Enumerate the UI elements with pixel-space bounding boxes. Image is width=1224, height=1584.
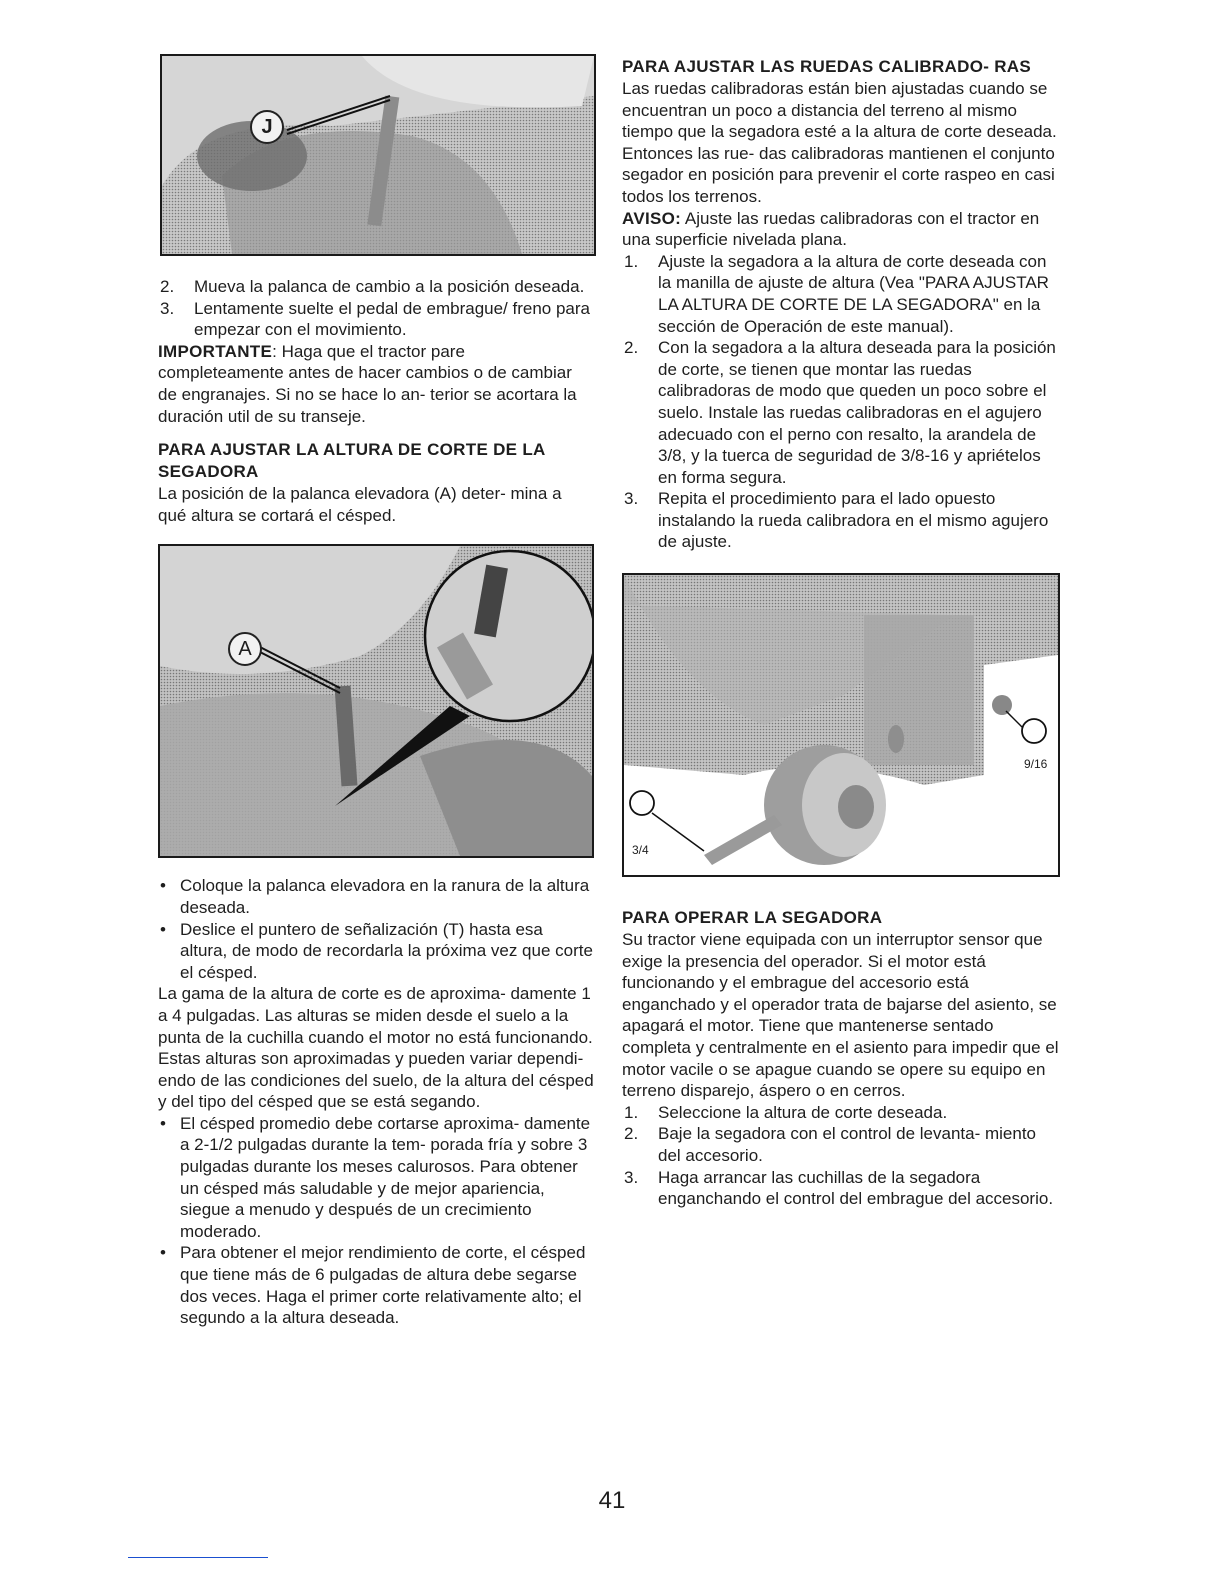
figure-seat-lever <box>160 54 596 256</box>
list-item: • Deslice el puntero de señalización (T) hasta esa altura, de modo de recordarla la próxima vez que corte el césped. <box>160 919 593 982</box>
list-item: 3. Repita el procedimiento para el lado opuesto instalando la rueda calibradora en el mismo agujero de ajuste. <box>624 489 1049 552</box>
lever-bullets <box>158 875 594 983</box>
left-steps-list <box>158 276 594 341</box>
heading-gauge-wheels: PARA AJUSTAR LAS RUEDAS CALIBRADO- RAS <box>622 57 1032 76</box>
figure-label-j: J <box>261 116 273 138</box>
operate-steps <box>622 1102 1062 1210</box>
list-item: 3. Haga arrancar las cuchillas de la segadora enganchando el control del embrague del accesorio. <box>624 1167 1054 1209</box>
important-paragraph: IMPORTANTE: Haga que el tractor pare completeamente antes de hacer cambios o de cambiar de engranajes. Si no se hace lo an- terior se acortara la duración util de su transeje. <box>158 341 577 426</box>
grass-bullets <box>158 1113 594 1329</box>
list-item: • El césped promedio debe cortarse aproxima- damente a 2-1/2 pulgadas durante la tem- porada fría y sobre 3 pulgadas durante los meses calurosos. Para obtener un césped más saludable y de mejor apariencia, siegue a menudo y después de un crecimiento moderado. <box>160 1113 591 1241</box>
list-item: 2. Baje la segadora con el control de levanta- miento del accesorio. <box>624 1124 1037 1165</box>
gauge-wheel-steps <box>622 251 1062 553</box>
fastener-size-label-left: 3/4 <box>632 843 649 858</box>
list-item: 3. Lentamente suelte el pedal de embrague/ freno para empezar con el movimiento. <box>160 298 590 340</box>
operate-mower-paragraph: Su tractor viene equipada con un interruptor sensor que exige la presencia del operador. Si el motor está funcionando y el embrague del accesorio está enganchado y el operador trata de bajarse del asiento, se apagará el motor. Tiene que mantenerse sentado completa y centralmente en el asiento para impedir que el motor vacile o se apague cuando se opere su equipo en terreno disparejo, áspero o en cerros. <box>622 930 1059 1101</box>
list-item: 1. Seleccione la altura de corte deseada. <box>624 1102 948 1122</box>
list-item: 1. Ajuste la segadora a la altura de corte deseada con la manilla de ajuste de altura (Vea "PARA AJUSTAR LA ALTURA DE CORTE DE LA SEGADORA" en la sección de Operación de este manual). <box>624 251 1049 336</box>
cut-range-paragraph: La gama de la altura de corte es de aproxima- damente 1 a 4 pulgadas. Las alturas se miden desde el suelo a la punta de la cuchilla cuando el motor no está funcionando. Estas alturas son aproximadas y pueden variar dependi- endo de las condiciones del suelo, de la altura del césped y del tipo del césped que se está segando. <box>158 984 594 1112</box>
page-number: 41 <box>598 1487 626 1514</box>
figure-label-a: A <box>238 638 252 661</box>
list-item: • Para obtener el mejor rendimiento de corte, el césped que tiene más de 6 pulgadas de altura debe segarse dos veces. Haga el primer corte relativamente alto; el segundo a la altura deseada. <box>160 1243 586 1328</box>
figure-lift-lever-drawing <box>160 546 592 856</box>
cut-height-intro: La posición de la palanca elevadora (A) deter- mina a qué altura se cortará el césped. <box>158 484 562 525</box>
list-item: 2. Con la segadora a la altura deseada para la posición de corte, se tienen que montar las ruedas calibradoras de modo que queden un poco sobre el suelo. Instale las ruedas calibradoras en el agujero adecuado con el perno con resalto, la arandela de 3/8, y la tuerca de seguridad de 3/8-16 y apriételos en forma segura. <box>624 338 1056 487</box>
list-item: 2. Mueva la palanca de cambio a la posición deseada. <box>160 277 585 296</box>
figure-label-j-circle <box>250 110 284 144</box>
gauge-wheels-intro: Las ruedas calibradoras están bien ajustadas cuando se encuentran un poco a distancia del terreno al mismo tiempo que la segadora esté a la altura de corte deseada. Entonces las rue- das calibradoras mantienen el conjunto segador en posición para prevenir el corte raspeo en casi todos los terrenos. <box>622 79 1057 206</box>
footer-rule <box>128 1557 268 1558</box>
figure-lift-lever <box>158 544 594 858</box>
notice-label: AVISO: <box>622 208 682 228</box>
fastener-size-label-right: 9/16 <box>1024 757 1048 772</box>
heading-operate-mower: PARA OPERAR LA SEGADORA <box>622 908 883 928</box>
right-column <box>622 54 1062 1210</box>
notice-paragraph: AVISO: Ajuste las ruedas calibradoras con el tractor en una superficie nivelada plana. <box>622 208 1040 250</box>
left-column <box>158 54 594 1329</box>
important-label: IMPORTANTE <box>158 341 273 361</box>
heading-cut-height: PARA AJUSTAR LA ALTURA DE CORTE DE LA SEGADORA <box>158 440 545 482</box>
figure-gauge-wheel-drawing <box>624 575 1058 875</box>
figure-gauge-wheel <box>622 573 1060 877</box>
list-item: • Coloque la palanca elevadora en la ranura de la altura deseada. <box>160 876 590 917</box>
figure-seat-lever-drawing <box>162 56 594 254</box>
